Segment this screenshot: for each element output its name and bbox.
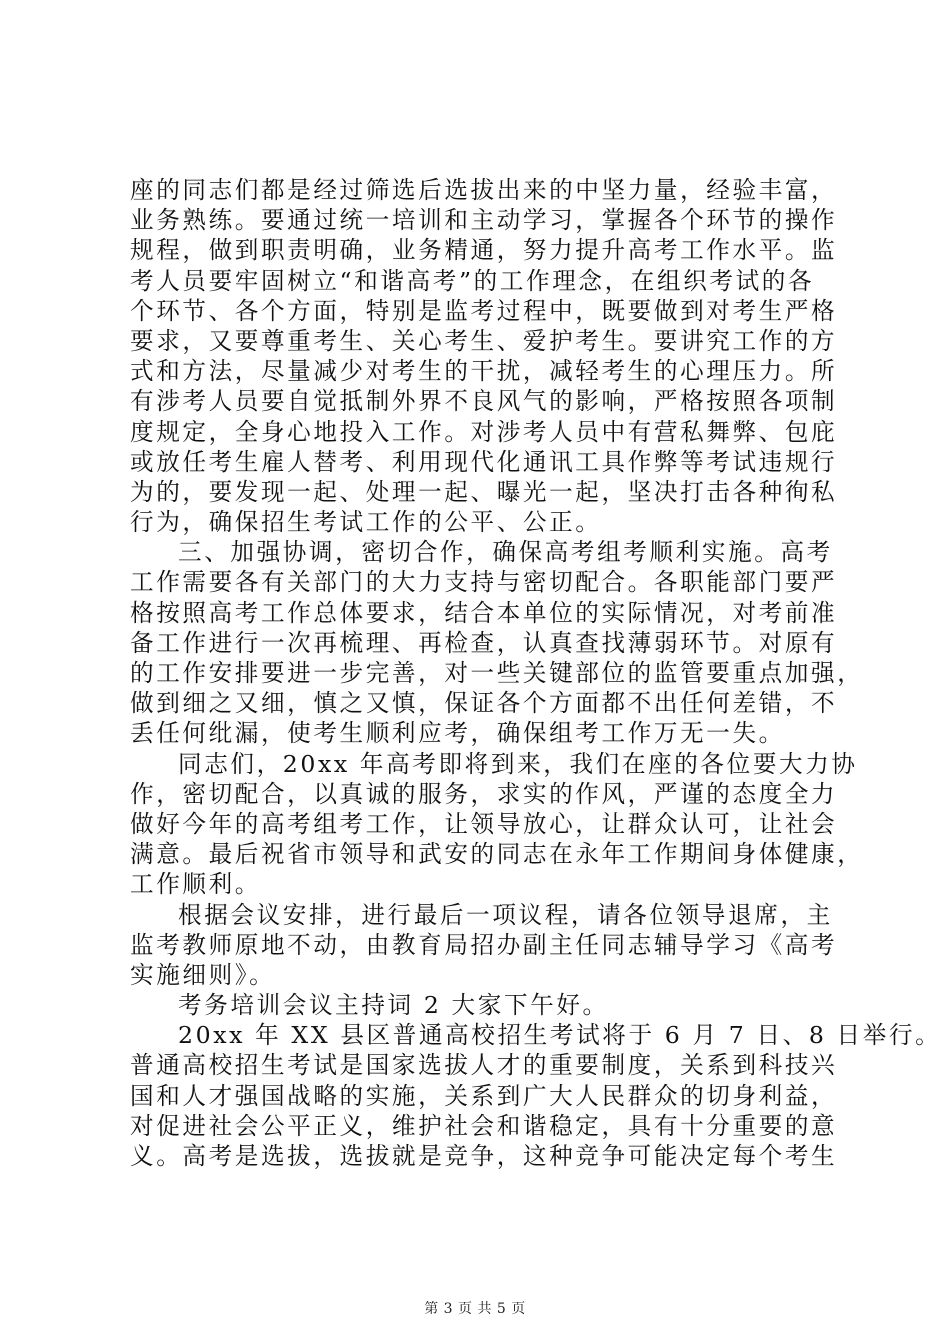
text-line: 有涉考人员要自觉抵制外界不良风气的影响，严格按照各项制 <box>130 387 838 416</box>
text-line: 座的同志们都是经过筛选后选拔出来的中坚力量，经验丰富， <box>130 176 838 204</box>
text-line: 格按照高考工作总体要求，结合本单位的实际情况，对考前准 <box>130 598 838 627</box>
text-line: 规程，做到职责明确，业务精通，努力提升高考工作水平。监 <box>130 236 838 265</box>
text-line: 三、加强协调，密切合作，确保高考组考顺利实施。高考 <box>178 538 833 567</box>
text-line: 监考教师原地不动，由教育局招办副主任同志辅导学习《高考 <box>130 930 838 959</box>
text-line: 式和方法，尽量减少对考生的干扰，减轻考生的心理压力。所 <box>130 357 838 386</box>
document-body <box>130 175 942 1171</box>
text-line: 国和人才强国战略的实施，关系到广大人民群众的切身利益， <box>130 1081 838 1110</box>
text-line: 工作需要各有关部门的大力支持与密切配合。各职能部门要严 <box>130 568 838 597</box>
text-line: 考人员要牢固树立“和谐高考”的工作理念，在组织考试的各 <box>130 266 815 295</box>
text-line: 丢任何纰漏，使考生顺利应考，确保组考工作万无一失。 <box>130 719 785 748</box>
text-line: 业务熟练。要通过统一培训和主动学习，掌握各个环节的操作 <box>130 206 838 235</box>
text-line: 工作顺利。 <box>130 870 261 899</box>
text-line: 个环节、各个方面，特别是监考过程中，既要做到对考生严格 <box>130 296 838 325</box>
text-line: 做好今年的高考组考工作，让领导放心，让群众认可，让社会 <box>130 809 838 838</box>
text-line: 对促进社会公平正义，维护社会和谐稳定，具有十分重要的意 <box>130 1111 838 1140</box>
text-line: 根据会议安排，进行最后一项议程，请各位领导退席，主 <box>178 900 833 929</box>
text-line: 行为，确保招生考试工作的公平、公正。 <box>130 508 602 537</box>
text-line: 作，密切配合，以真诚的服务，求实的作风，严谨的态度全力 <box>130 779 838 808</box>
text-line: 或放任考生雇人替考、利用现代化通讯工具作弊等考试违规行 <box>130 447 838 476</box>
text-line: 同志们，20xx 年高考即将到来，我们在座的各位要大力协 <box>178 749 858 778</box>
text-line: 满意。最后祝省市领导和武安的同志在永年工作期间身体健康， <box>130 840 864 869</box>
text-line: 为的，要发现一起、处理一起、曝光一起，坚决打击各种徇私 <box>130 477 838 506</box>
text-line: 备工作进行一次再梳理、再检查，认真查找薄弱环节。对原有 <box>130 628 838 657</box>
text-line: 考务培训会议主持词 2 大家下午好。 <box>178 991 609 1020</box>
text-line: 20xx 年 XX 县区普通高校招生考试将于 6 月 7 日、8 日举行。 <box>178 1021 942 1050</box>
text-line: 做到细之又细，慎之又慎，保证各个方面都不出任何差错，不 <box>130 689 838 718</box>
page-footer: 第 3 页 共 5 页 <box>424 1301 526 1317</box>
text-line: 实施细则》。 <box>130 960 276 989</box>
text-line: 度规定，全身心地投入工作。对涉考人员中有营私舞弊、包庇 <box>130 417 838 446</box>
text-line: 义。高考是选拔，选拔就是竞争，这种竞争可能决定每个考生 <box>130 1142 838 1170</box>
text-line: 普通高校招生考试是国家选拔人才的重要制度，关系到科技兴 <box>130 1051 838 1080</box>
text-line: 要求，又要尊重考生、关心考生、爱护考生。要讲究工作的方 <box>130 326 838 355</box>
text-line: 的工作安排要进一步完善，对一些关键部位的监管要重点加强， <box>130 659 864 687</box>
